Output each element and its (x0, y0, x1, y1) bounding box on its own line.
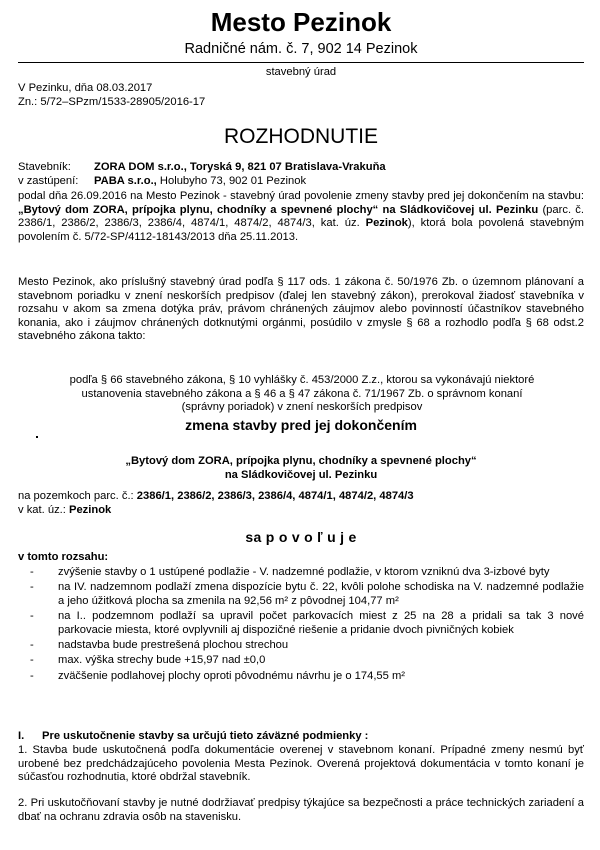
project-block (18, 455, 584, 482)
para3-text: podľa § 66 stavebného zákona, § 10 vyhlášky č. 453/2000 Z.z., ktorou sa vykonávajú niektoré ustanovenia stavebného zákona a § 46 a § 47 zákona č. 71/1967 Zb. o správnom konaní (správny poriadok) v znení neskorších predpisov (69, 374, 535, 414)
application-paragraph (18, 190, 584, 244)
para2-text: Mesto Pezinok, ako príslušný stavebný úrad podľa § 117 ods. 1 zákona č. 50/1976 Zb. o územnom plánovaní a stavebnom poriadku v znení neskorších predpisov (ďalej len stavebný zákon), prerokoval žiadosť stavebníka v rozsahu v akom sa zmena dotýka práv, právom chránených záujmov alebo povinností účastníkov stavebného konania, ako i záujmov chránených dotknutými orgánmi, posúdilo v zmysle § 68 a rozhodlo podľa § 68 odst.2 stavebného zákona takto: (18, 276, 584, 343)
cadastral-value: Pezinok (68, 503, 112, 516)
condition-1: 1. Stavba bude uskutočnená podľa dokumentácie overenej v stavebnom konaní. Prípadné zmeny nesmú byť urobené bez predchádzajúceho povolenia Mesta Pezinok. Overená projektová dokumentácia v tomto konaní je súčasťou rozhodnutia, ktoré obdržal stavebník. (18, 744, 584, 784)
reference-number: Zn.: 5/72–SPzm/1533-28905/2016-17 (18, 96, 206, 108)
header-divider (18, 62, 584, 63)
parcels-block (18, 490, 584, 517)
scope-item: - nadstavba bude prestrešená plochou strechou (30, 639, 289, 652)
scope-list (30, 566, 584, 685)
city-name: Mesto Pezinok (210, 7, 392, 37)
agent-label: v zastúpení: (18, 174, 79, 187)
conditions-heading (18, 730, 584, 742)
scope-title: v tomto rozsahu: (18, 551, 109, 563)
scope-item: - na IV. nadzemnom podlaží zmena dispozície bytu č. 22, kvôli polohe schodiska na V. nadzemné podlažie a jeho úžitková plocha sa zmenila na 92,56 m² z pôvodnej 104,77 m² (30, 581, 584, 607)
conditions-number: I. (18, 730, 25, 742)
builder-label: Stavebník: (18, 161, 71, 173)
para1-project: „Bytový dom ZORA, prípojka plynu, chodníky a spevnené plochy“ na Sládkovičovej ul. Pezinku (18, 203, 539, 216)
agent-address: Holubyho 73, 902 01 Pezinok (156, 174, 307, 187)
office-name: stavebný úrad (265, 66, 337, 78)
change-heading: zmena stavby pred jej dokončením (185, 417, 417, 433)
project-street: na Sládkovičovej ul. Pezinku (224, 468, 378, 481)
project-name: „Bytový dom ZORA, prípojka plynu, chodníky a spevnené plochy“ (125, 455, 477, 467)
para1-text-2: (parc. č. 2386/1, 2386/2, 2386/3, 2386/4, 4874/1, 4874/2, 4874/3, kat. úz. (18, 203, 584, 230)
agent-name: PABA s.r.o., (94, 174, 157, 187)
scope-item: - zvýšenie stavby o 1 ustúpené podlažie - V. nadzemné podlažie, v ktorom vzniknú dva 3-izbové byty (30, 566, 550, 578)
condition-2: 2. Pri uskutočňovaní stavby je nutné dodržiavať predpisy týkajúce sa bezpečnosti a práce technických zariadení a dbať na ochranu zdravia osôb na stavenisku. (18, 797, 584, 823)
scope-item: - max. výška strechy bude +15,97 nad ±0,0 (30, 654, 266, 667)
stray-dot (36, 436, 38, 438)
parties-section (18, 161, 584, 188)
date-line: V Pezinku, dňa 08.03.2017 (18, 82, 153, 94)
city-address: Radničné nám. č. 7, 902 14 Pezinok (184, 41, 418, 57)
para1-text-1: podal dňa 26.09.2016 na Mesto Pezinok - stavebný úrad povolenie zmeny stavby pred jej dokončením na stavbu: (18, 190, 584, 202)
document-title: ROZHODNUTIE (224, 125, 378, 148)
authority-paragraph (18, 276, 584, 344)
permit-heading: sa p o v o ľ u j e (245, 529, 357, 545)
conditions-title: Pre uskutočnenie stavby sa určujú tieto záväzné podmienky : (42, 730, 369, 742)
para1-area: Pezinok (365, 217, 408, 230)
builder-row (18, 161, 584, 175)
legal-basis-paragraph (60, 374, 544, 415)
parcels-value: 2386/1, 2386/2, 2386/3, 2386/4, 4874/1, 4874/2, 4874/3 (136, 490, 414, 502)
agent-row (18, 175, 584, 189)
scope-item: - zväčšenie podlahovej plochy oproti pôvodnému návrhu je o 174,55 m² (30, 669, 406, 682)
cadastral-label: v kat. úz.: (18, 503, 69, 516)
builder-value: ZORA DOM s.r.o., Toryská 9, 821 07 Bratislava-Vrakuňa (94, 161, 386, 173)
scope-item: - na I.. podzemnom podlaží sa upravil počet parkovacích miest z 25 na 28 a pridali sa tak 3 nové parkovacie miesta, ktoré ovplyvnili aj dispozičné riešenie a pridanie dvoch pivničných kobiek (30, 610, 584, 636)
parcels-label: na pozemkoch parc. č.: (18, 490, 137, 502)
para1-text-3: ), ktorá bola povolená stavebným povolením č. 5/72-SP/4112-18143/2013 dňa 25.11.2013. (18, 217, 584, 243)
